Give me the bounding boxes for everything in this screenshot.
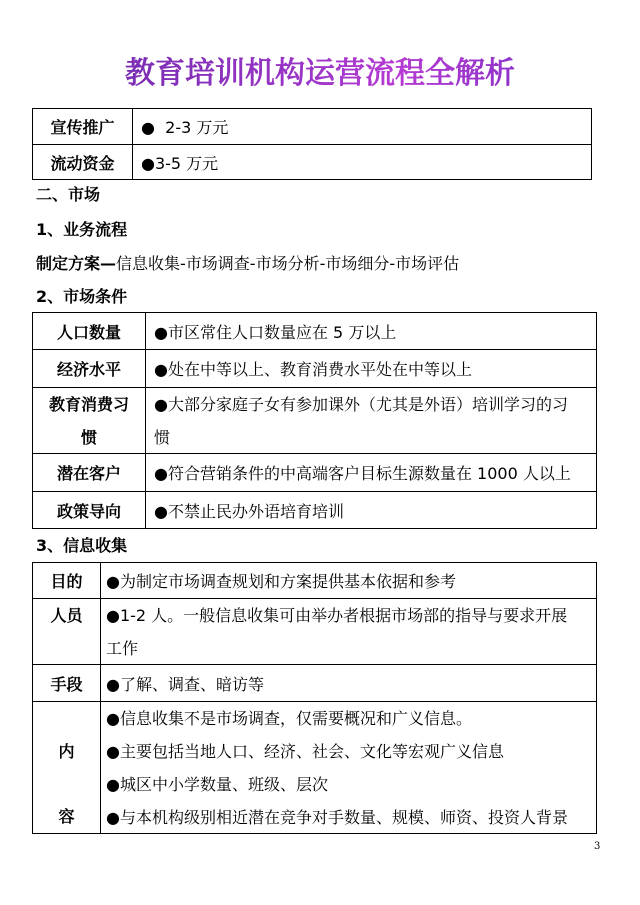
row-value-line: ●与本机构级别相近潜在竞争对手数量、规模、师资、投资人背景: [106, 807, 568, 827]
row-label-char: 内: [58, 741, 75, 761]
row-value-line: ●信息收集不是市场调查，仅需要概况和广义信息。: [106, 708, 472, 728]
row-label-line: 教育消费习: [48, 394, 129, 414]
page-title-text: 教育培训机构运营流程全解析: [125, 52, 515, 96]
row-value-line: ●处在中等以上、教育消费水平处在中等以上: [154, 360, 472, 379]
row-value-line: ●了解、调查、暗访等: [106, 674, 264, 694]
business-process-text: [36, 252, 459, 276]
row-label: [33, 599, 101, 664]
row-label-line: 人口数量: [56, 322, 121, 342]
market-conditions-table: [32, 312, 597, 529]
info-collection-table: [32, 562, 597, 834]
table-row: [33, 453, 596, 491]
row-label-line: 手段: [50, 674, 83, 694]
row-value: [101, 563, 596, 598]
section-heading-market: 二、市场: [36, 185, 101, 204]
table-row: [33, 349, 596, 387]
row-label-char: 容: [58, 807, 75, 826]
row-label-line: 目的: [50, 572, 83, 591]
table-row: [33, 109, 591, 144]
table-row: [33, 664, 596, 701]
funding-table: [32, 108, 592, 180]
row-value: ●3-5 万元: [141, 153, 219, 173]
page-title: [0, 52, 640, 100]
table-row: [33, 598, 596, 664]
row-value: [101, 665, 596, 701]
row-label: [33, 350, 146, 387]
row-value: [146, 492, 596, 528]
row-label: [33, 454, 146, 491]
row-label: [33, 563, 101, 598]
row-value: [146, 313, 596, 349]
row-value-line: ●大部分家庭子女有参加课外（尤其是外语）培训学习的习: [154, 394, 568, 414]
info-collection-heading: 3、信息收集: [36, 536, 128, 555]
row-value: [101, 599, 596, 664]
business-process-steps: 信息收集-市场调查-市场分析-市场细分-市场评估: [116, 254, 460, 273]
row-label-line: 政策导向: [56, 501, 121, 521]
row-value: [146, 350, 596, 387]
row-label-line: 潜在客户: [56, 464, 121, 483]
row-value: ● 2-3 万元: [141, 118, 229, 137]
table-row: [33, 313, 596, 349]
row-label: [33, 492, 146, 528]
row-value-line: 惯: [154, 427, 171, 447]
row-label: [33, 665, 101, 701]
table-row: [33, 491, 596, 528]
row-value-line: ●市区常住人口数量应在 5 万以上: [154, 322, 397, 342]
row-value-line: ●主要包括当地人口、经济、社会、文化等宏观广义信息: [106, 741, 504, 761]
row-label: [33, 313, 146, 349]
row-value-line: ●为制定市场调查规划和方案提供基本依据和参考: [106, 572, 456, 591]
table-row: [33, 701, 596, 833]
business-process-lead: 制定方案—: [36, 254, 117, 273]
row-label-line: 人员: [50, 606, 83, 625]
row-value: [146, 388, 596, 453]
row-label: [33, 388, 146, 453]
page-number: 3: [594, 841, 601, 852]
row-value-line: ●城区中小学数量、班级、层次: [106, 774, 328, 794]
table-row: [33, 387, 596, 453]
row-value-line: ●不禁止民办外语培育培训: [154, 501, 344, 521]
table-row: [33, 563, 596, 598]
row-value-line: ●符合营销条件的中高端客户目标生源数量在 1000 人以上: [154, 464, 571, 483]
table-row: [33, 144, 591, 179]
row-label-line: 经济水平: [56, 360, 121, 379]
row-label: 流动资金: [33, 145, 133, 179]
row-label: [33, 702, 101, 833]
market-conditions-heading: 2、市场条件: [36, 287, 128, 306]
row-value: [101, 702, 596, 833]
row-value-line: ●1-2 人。一般信息收集可由举办者根据市场部的指导与要求开展: [106, 605, 568, 625]
row-label-line: 惯: [80, 427, 97, 447]
row-value: [146, 454, 596, 491]
row-value-line: 工作: [106, 638, 139, 658]
business-process-heading: 1、业务流程: [36, 220, 128, 239]
row-label: 宣传推广: [33, 109, 133, 144]
